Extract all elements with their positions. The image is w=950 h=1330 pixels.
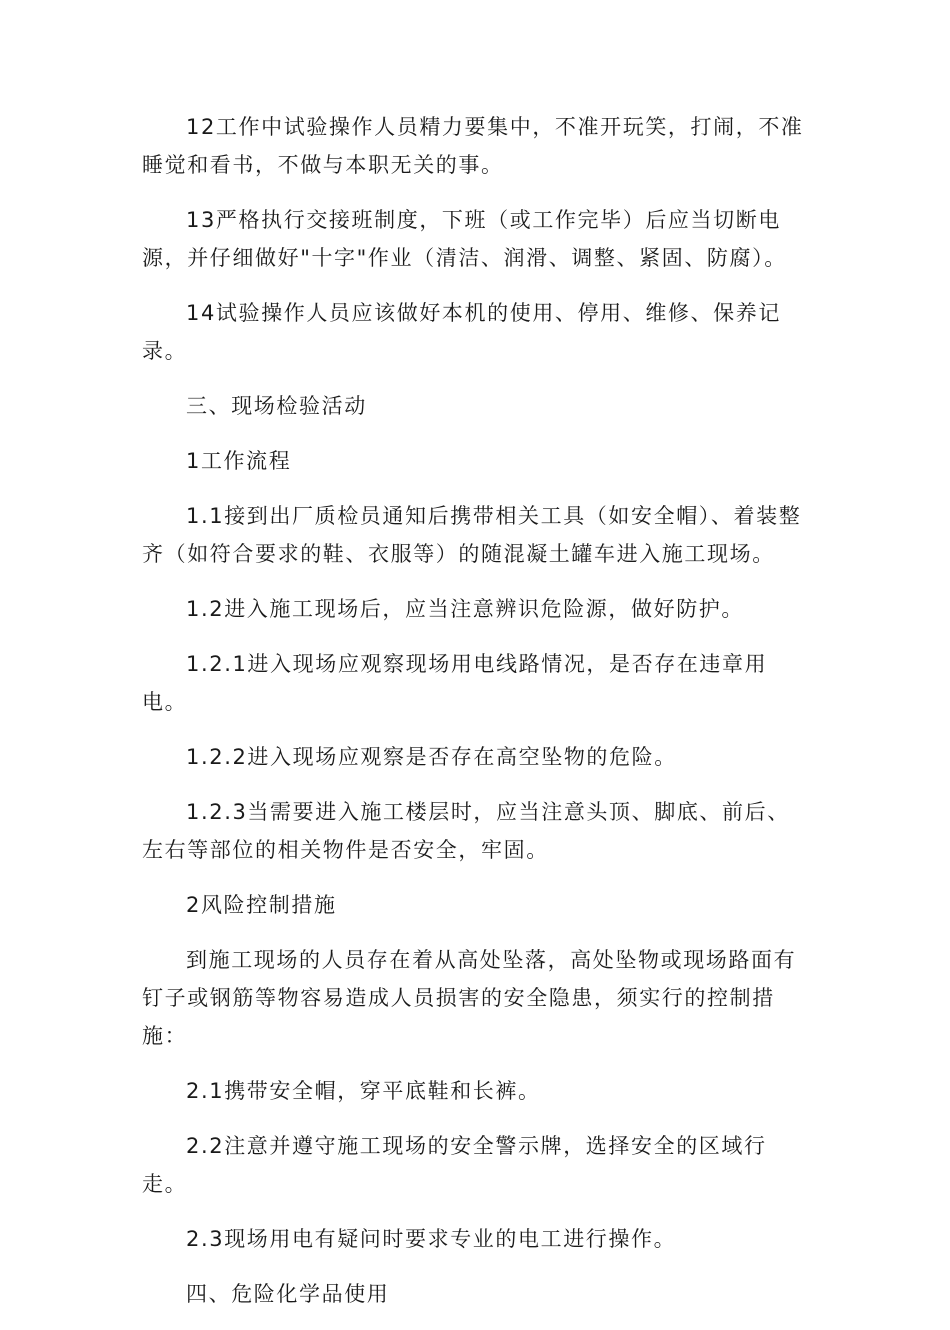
document-page — [142, 108, 810, 1330]
paragraph-item-12: 12工作中试验操作人员精力要集中，不准开玩笑，打闹，不准睡觉和看书，不做与本职无关的事。 — [142, 115, 804, 177]
paragraph-item-1-1: 1.1接到出厂质检员通知后携带相关工具（如安全帽）、着装整齐（如符合要求的鞋、衣服等）的随混凝土罐车进入施工现场。 — [142, 504, 802, 566]
paragraph-item-2-2: 2.2注意并遵守施工现场的安全警示牌，选择安全的区域行走。 — [142, 1134, 767, 1196]
paragraph-item-2-1: 2.1携带安全帽，穿平底鞋和长裤。 — [186, 1079, 541, 1103]
paragraph-item-1-2-1: 1.2.1进入现场应观察现场用电线路情况，是否存在违章用电。 — [142, 652, 768, 714]
paragraph-item-14: 14试验操作人员应该做好本机的使用、停用、维修、保养记录。 — [142, 301, 781, 363]
section-heading-4: 四、危险化学品使用 — [186, 1282, 390, 1306]
section-heading-3: 三、现场检验活动 — [186, 394, 367, 418]
subsection-heading-1: 1工作流程 — [186, 449, 292, 473]
paragraph-item-2-3: 2.3现场用电有疑问时要求专业的电工进行操作。 — [186, 1227, 677, 1251]
paragraph-item-1-2-3: 1.2.3当需要进入施工楼层时，应当注意头顶、脚底、前后、左右等部位的相关物件是否安全，牢固。 — [142, 800, 790, 862]
paragraph-item-13: 13严格执行交接班制度，下班（或工作完毕）后应当切断电源，并仔细做好"十字"作业（清洁、润滑、调整、紧固、防腐）。 — [142, 208, 787, 270]
subsection-heading-2: 2风险控制措施 — [186, 893, 337, 917]
paragraph-risk-intro: 到施工现场的人员存在着从高处坠落，高处坠物或现场路面有钉子或钢筋等物容易造成人员损害的安全隐患，须实行的控制措施： — [142, 948, 797, 1048]
paragraph-item-1-2: 1.2进入施工现场后，应当注意辨识危险源，做好防护。 — [186, 597, 744, 621]
paragraph-item-1-2-2: 1.2.2进入现场应观察是否存在高空坠物的危险。 — [186, 745, 677, 769]
